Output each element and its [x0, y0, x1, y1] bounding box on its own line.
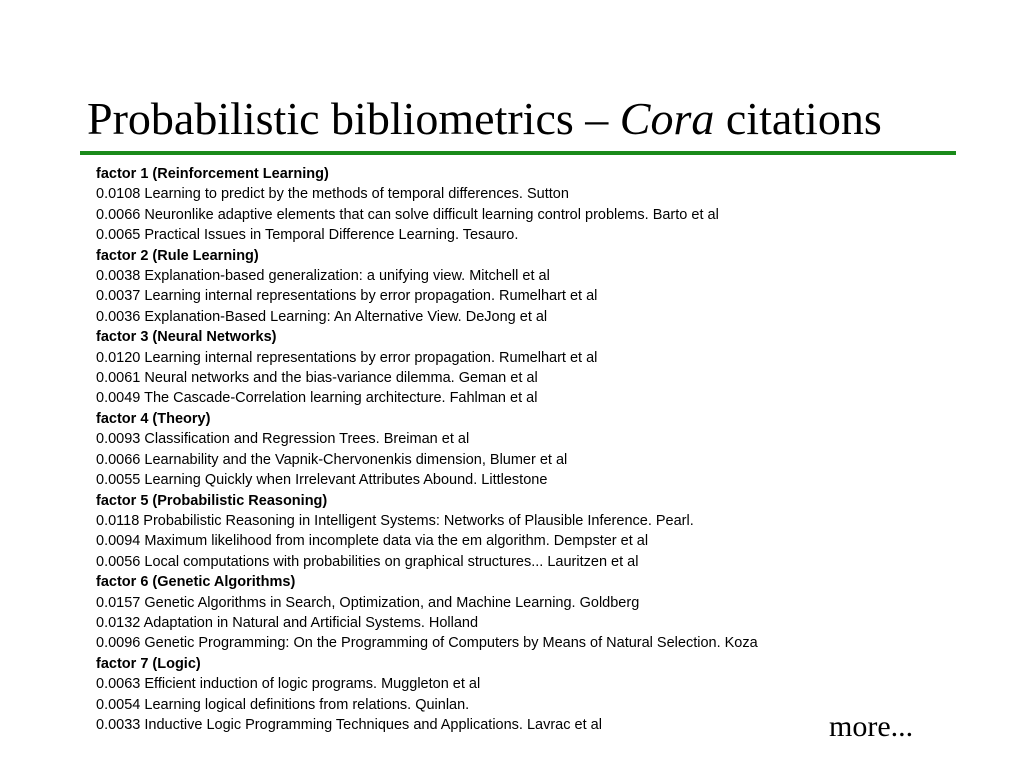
factor-group-2	[96, 246, 936, 328]
citation-line: 0.0118 Probabilistic Reasoning in Intelligent Systems: Networks of Plausible Inference. Pearl.	[96, 512, 694, 529]
factor-group-5	[96, 491, 936, 573]
citation-line: 0.0066 Learnability and the Vapnik-Chervonenkis dimension, Blumer et al	[96, 451, 568, 468]
citation-line: 0.0063 Efficient induction of logic programs. Muggleton et al	[96, 676, 481, 693]
citation-line: 0.0036 Explanation-Based Learning: An Alternative View. DeJong et al	[96, 308, 548, 325]
citation-line: 0.0132 Adaptation in Natural and Artificial Systems. Holland	[96, 614, 479, 631]
title-divider	[80, 151, 956, 155]
citation-line: 0.0033 Inductive Logic Programming Techniques and Applications. Lavrac et al	[96, 716, 602, 733]
citation-line: 0.0066 Neuronlike adaptive elements that can solve difficult learning control problems. Barto et al	[96, 206, 719, 223]
factor-heading: factor 3 (Neural Networks)	[96, 329, 277, 346]
factor-group-4	[96, 409, 936, 491]
slide-title-italic: Cora	[619, 93, 715, 144]
slide-title-prefix: Probabilistic bibliometrics –	[87, 93, 620, 144]
citation-line: 0.0157 Genetic Algorithms in Search, Optimization, and Machine Learning. Goldberg	[96, 594, 640, 611]
citation-line: 0.0093 Classification and Regression Trees. Breiman et al	[96, 431, 470, 448]
citation-line: 0.0037 Learning internal representations by error propagation. Rumelhart et al	[96, 288, 598, 305]
citation-line: 0.0096 Genetic Programming: On the Programming of Computers by Means of Natural Selection. Koza	[96, 635, 758, 652]
citation-line: 0.0061 Neural networks and the bias-variance dilemma. Geman et al	[96, 370, 538, 387]
factor-heading: factor 6 (Genetic Algorithms)	[96, 574, 296, 591]
citation-line: 0.0055 Learning Quickly when Irrelevant Attributes Abound. Littlestone	[96, 472, 548, 489]
citation-line: 0.0120 Learning internal representations by error propagation. Rumelhart et al	[96, 349, 598, 366]
factor-heading: factor 5 (Probabilistic Reasoning)	[96, 492, 328, 509]
factor-list	[96, 164, 936, 735]
slide-title-suffix: citations	[714, 93, 882, 144]
factor-heading: factor 7 (Logic)	[96, 655, 201, 672]
citation-line: 0.0056 Local computations with probabilities on graphical structures... Lauritzen et al	[96, 553, 639, 570]
factor-heading: factor 2 (Rule Learning)	[96, 247, 259, 264]
citation-line: 0.0049 The Cascade-Correlation learning architecture. Fahlman et al	[96, 390, 538, 407]
slide-title	[87, 90, 882, 148]
factor-group-7	[96, 654, 936, 736]
factor-heading: factor 1 (Reinforcement Learning)	[96, 166, 329, 182]
factor-group-1	[96, 164, 936, 246]
citation-line: 0.0065 Practical Issues in Temporal Difference Learning. Tesauro.	[96, 227, 519, 244]
citation-line: 0.0038 Explanation-based generalization: a unifying view. Mitchell et al	[96, 268, 550, 285]
citation-line: 0.0054 Learning logical definitions from relations. Quinlan.	[96, 696, 470, 713]
citation-line: 0.0094 Maximum likelihood from incomplete data via the em algorithm. Dempster et al	[96, 533, 649, 550]
factor-group-6	[96, 572, 936, 654]
more-link[interactable]: more...	[829, 710, 914, 743]
factor-heading: factor 4 (Theory)	[96, 410, 211, 427]
factor-group-3	[96, 327, 936, 409]
citation-line: 0.0108 Learning to predict by the methods of temporal differences. Sutton	[96, 186, 569, 203]
